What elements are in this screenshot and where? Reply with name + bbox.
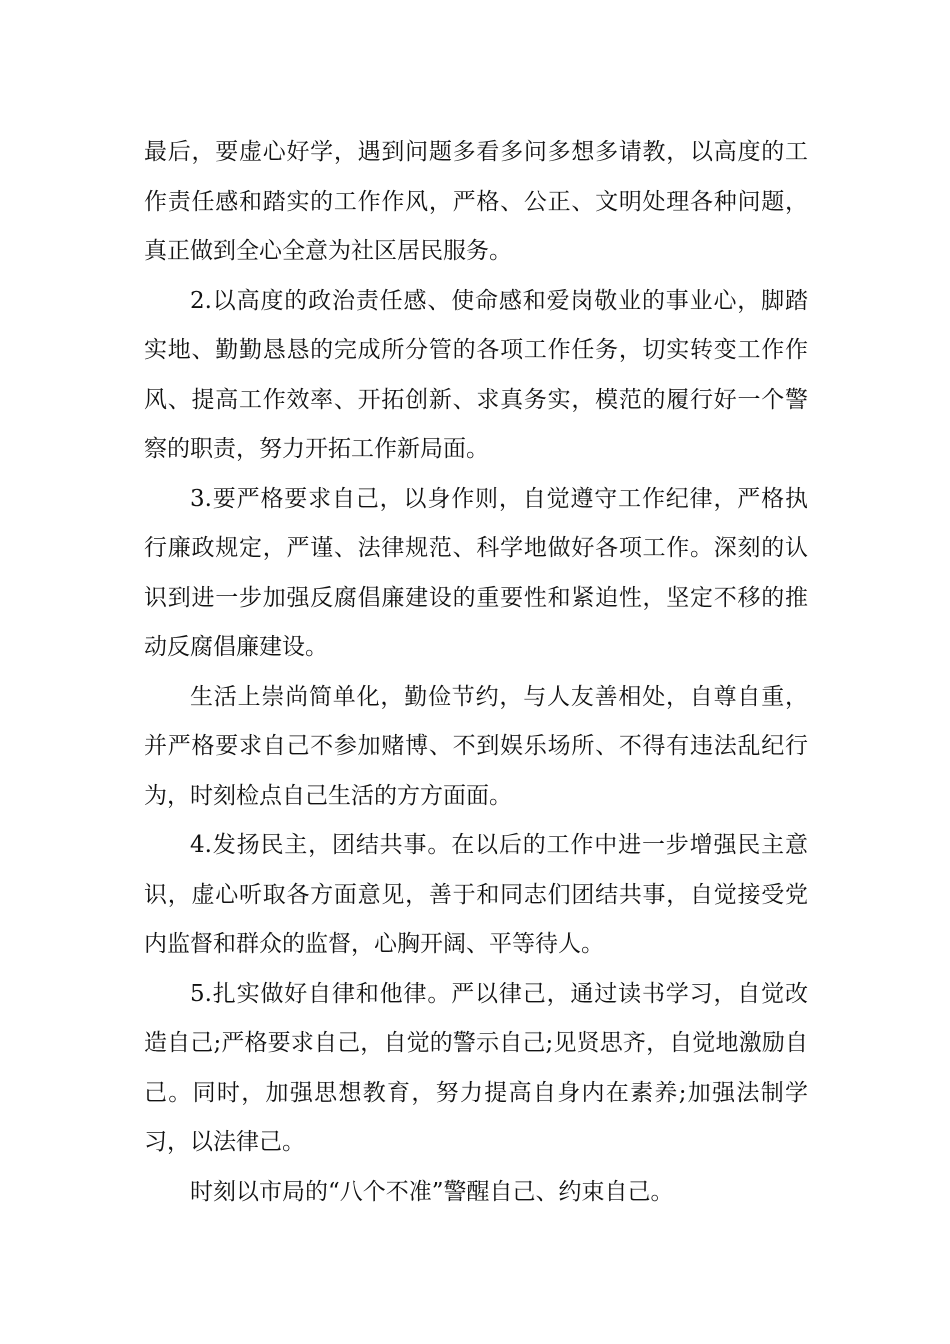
paragraph-4: 生活上崇尚简单化，勤俭节约，与人友善相处，自尊自重，并严格要求自己不参加赌博、不到娱乐场所、不得有违法乱纪行为，时刻检点自己生活的方方面面。 <box>144 683 808 809</box>
paragraph-6: 5.扎实做好自律和他律。严以律己，通过读书学习，自觉改造自己;严格要求自己，自觉的警示自己;见贤思齐，自觉地激励自己。同时，加强思想教育，努力提高自身内在素养;加强法制学习，以法律己。 <box>144 980 808 1155</box>
paragraph-2: 2.以高度的政治责任感、使命感和爱岗敬业的事业心，脚踏实地、勤勤恳恳的完成所分管的各项工作任务，切实转变工作作风、提高工作效率、开拓创新、求真务实，模范的履行好一个警察的职责，努力开拓工作新局面。 <box>144 287 808 462</box>
document-body <box>144 128 808 1217</box>
paragraph-1: 最后，要虚心好学，遇到问题多看多问多想多请教，以高度的工作责任感和踏实的工作作风，严格、公正、文明处理各种问题，真正做到全心全意为社区居民服务。 <box>144 139 808 264</box>
paragraph-3: 3.要严格要求自己，以身作则，自觉遵守工作纪律，严格执行廉政规定，严谨、法律规范、科学地做好各项工作。深刻的认识到进一步加强反腐倡廉建设的重要性和紧迫性，坚定不移的推动反腐倡廉建设。 <box>144 485 808 660</box>
paragraph-5: 4.发扬民主，团结共事。在以后的工作中进一步增强民主意识，虚心听取各方面意见，善于和同志们团结共事，自觉接受党内监督和群众的监督，心胸开阔、平等待人。 <box>144 832 808 957</box>
paragraph-7: 时刻以市局的“八个不准”警醒自己、约束自己。 <box>190 1178 674 1205</box>
